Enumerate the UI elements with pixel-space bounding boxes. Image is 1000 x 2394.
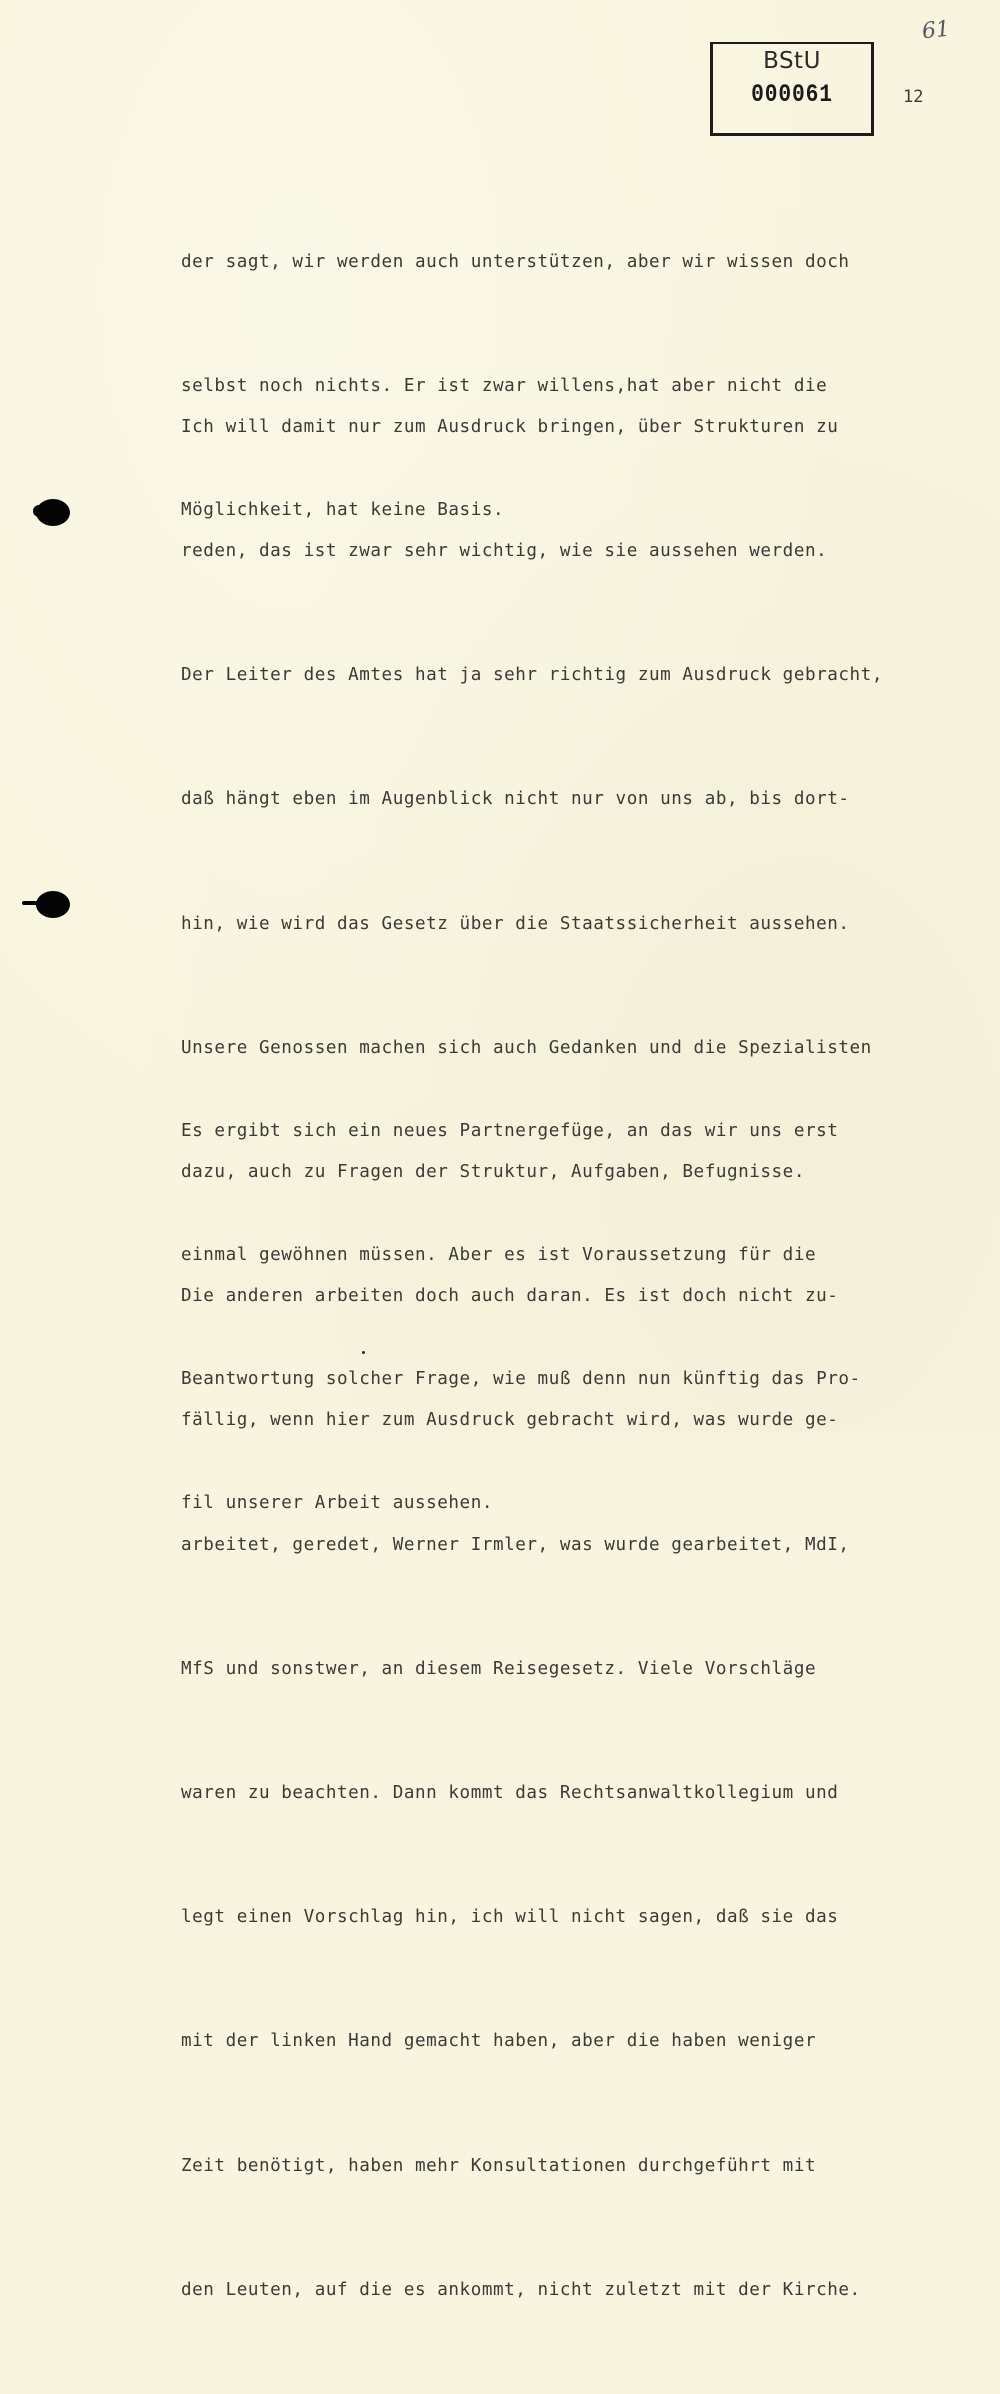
punch-hole-top-notch — [33, 505, 45, 517]
text-line: hin, wie wird das Gesetz über die Staatssicherheit aussehen. — [181, 913, 850, 934]
text-line: waren zu beachten. Dann kommt das Rechtsanwaltkollegium und — [181, 1783, 839, 1804]
text-line: arbeitet, geredet, Werner Irmler, was wurde gearbeitet, MdI, — [181, 1534, 850, 1555]
text-line: Zeit benötigt, haben mehr Konsultationen durchgeführt mit — [181, 2155, 817, 2176]
text-line: MfS und sonstwer, an diesem Reisegesetz. Viele Vorschläge — [181, 1658, 817, 1679]
text-line: fil unserer Arbeit aussehen. — [181, 1493, 493, 1514]
stamp-title: BStU — [763, 48, 821, 74]
text-line: legt einen Vorschlag hin, ich will nicht sagen, daß sie das — [181, 1907, 839, 1928]
text-line: der sagt, wir werden auch unterstützen, aber wir wissen doch — [181, 251, 850, 272]
punch-hole-bottom-tear — [22, 901, 38, 905]
stamp-number: 000061 — [751, 80, 833, 109]
text-line: reden, das ist zwar sehr wichtig, wie sie aussehen werden. — [181, 541, 828, 562]
text-line: einmal gewöhnen müssen. Aber es ist Voraussetzung für die — [181, 1245, 817, 1266]
text-line: Beantwortung solcher Frage, wie muß denn nun künftig das Pro- — [181, 1369, 861, 1390]
archive-stamp — [710, 42, 874, 136]
text-line: Es ergibt sich ein neues Partnergefüge, an das wir uns erst — [181, 1120, 839, 1141]
text-line: dazu, auch zu Fragen der Struktur, Aufgaben, Befugnisse. — [181, 1162, 805, 1183]
text-line: Ich will damit nur zum Ausdruck bringen, über Strukturen zu — [181, 416, 839, 437]
text-line: mit der linken Hand gemacht haben, aber die haben weniger — [181, 2031, 817, 2052]
text-line: Die anderen arbeiten doch auch daran. Es ist doch nicht zu- — [181, 1286, 839, 1307]
paper-speck — [362, 1351, 365, 1354]
text-line: Unsere Genossen machen sich auch Gedanken und die Spezialisten — [181, 1037, 872, 1058]
text-line: fällig, wenn hier zum Ausdruck gebracht wird, was wurde ge- — [181, 1410, 839, 1431]
text-line: Der Leiter des Amtes hat ja sehr richtig zum Ausdruck gebracht, — [181, 665, 883, 686]
text-line: den Leuten, auf die es ankommt, nicht zuletzt mit der Kirche. — [181, 2279, 861, 2300]
punch-hole-bottom — [36, 891, 70, 918]
handwritten-folio-number: 61 — [920, 16, 952, 45]
paragraph-3 — [181, 1028, 861, 1608]
text-line: selbst noch nichts. Er ist zwar willens,hat aber nicht die — [181, 376, 828, 397]
text-line: Möglichkeit, hat keine Basis. — [181, 500, 505, 521]
text-line: daß hängt eben im Augenblick nicht nur von uns ab, bis dort- — [181, 789, 850, 810]
page-number: 12 — [903, 87, 924, 107]
